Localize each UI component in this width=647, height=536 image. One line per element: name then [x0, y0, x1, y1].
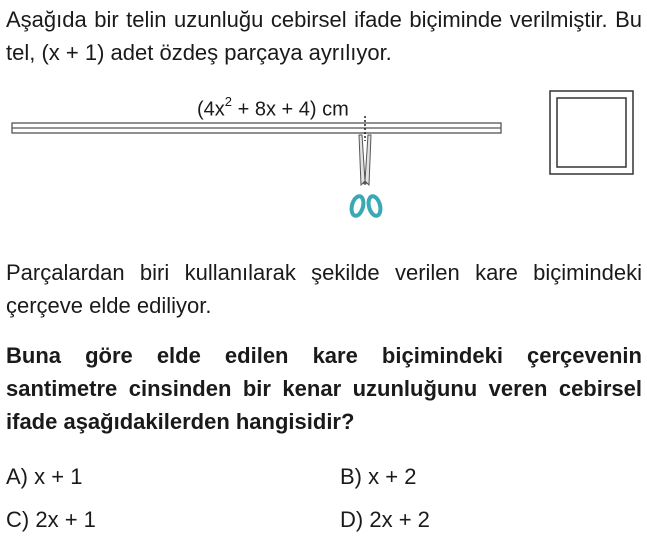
wire-length-prefix: (4x [197, 98, 225, 121]
square-frame [550, 91, 633, 174]
intro-paragraph: Aşağıda bir telin uzunluğu cebirsel ifade biçiminde verilmiştir. Bu tel, (x + 1) adet özdeş parçaya ayrılıyor. [6, 7, 642, 65]
option-letter: C) [6, 507, 30, 532]
option-letter: B) [340, 464, 362, 489]
option-b[interactable] [340, 463, 416, 491]
option-letter: D) [340, 507, 364, 532]
middle-paragraph: Parçalardan biri kullanılarak şekilde verilen kare biçimindeki çerçeve elde ediliyor. [6, 260, 642, 318]
wire [12, 123, 501, 133]
option-letter: A) [6, 464, 28, 489]
option-text: x + 2 [368, 464, 417, 489]
option-c[interactable] [6, 506, 96, 534]
option-d[interactable] [340, 506, 430, 534]
option-text: x + 1 [34, 464, 83, 489]
option-a[interactable] [6, 463, 82, 491]
wire-length-suffix: + 8x + 4) cm [232, 98, 349, 121]
wire-length-exponent: 2 [224, 94, 233, 109]
scissors-icon [350, 135, 383, 217]
question-text: Buna göre elde edilen kare biçimindeki çerçevenin santimetre cinsinden bir kenar uzunluğunu veren cebirsel ifade aşağıdakilerden hangisidir? [6, 343, 642, 434]
option-text: 2x + 2 [369, 507, 430, 532]
wire-drawing [0, 85, 647, 225]
option-text: 2x + 1 [35, 507, 96, 532]
wire-figure [0, 85, 647, 225]
